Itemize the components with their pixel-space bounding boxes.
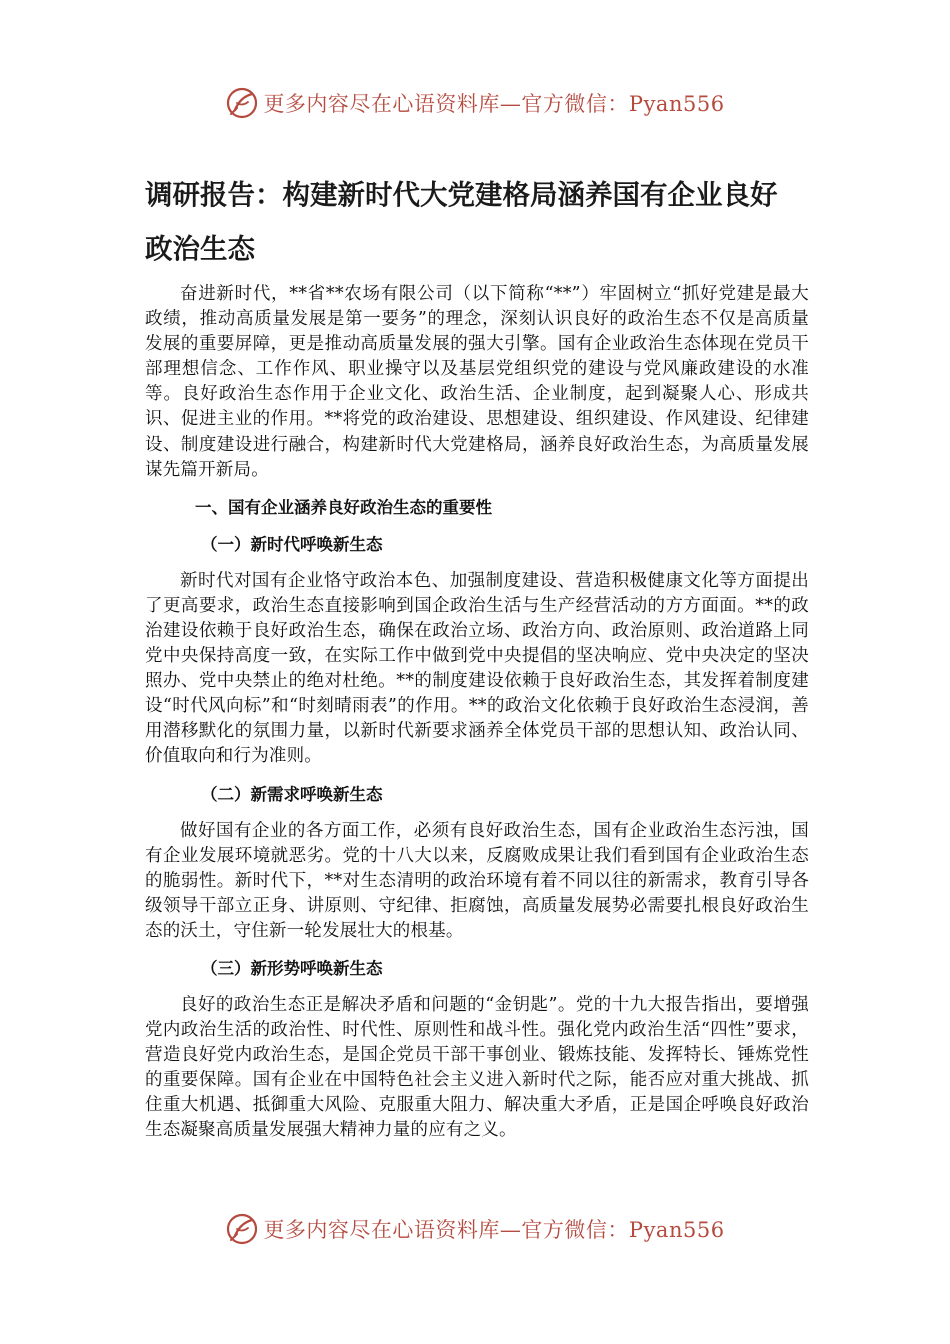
subsection-3-heading: （三）新形势呼唤新生态	[201, 958, 383, 978]
subsection-2-body: 做好国有企业的各方面工作，必须有良好政治生态，国有企业政治生态污浊，国有企业发展环境就恶劣。党的十八大以来，反腐败成果让我们看到国有企业政治生态的脆弱性。新时代下，**对生态清明的政治环境有着不同以往的新需求，教育引导各级领导干部立正身、讲原则、守纪律、拒腐蚀，高质量发展势必需要扎根良好政治生态的沃土，守住新一轮发展壮大的根基。	[145, 820, 809, 941]
document-body	[145, 282, 809, 1144]
header-watermark-text: 更多内容尽在心语资料库—官方微信：Pyan556	[263, 92, 725, 116]
header-watermark-banner	[0, 83, 950, 123]
footer-watermark-text: 更多内容尽在心语资料库—官方微信：Pyan556	[263, 1218, 725, 1242]
title-line-2: 政治生态	[145, 233, 255, 265]
title-line-1: 调研报告：构建新时代大党建格局涵养国有企业良好	[145, 179, 778, 211]
brand-logo-icon	[225, 86, 259, 120]
brand-logo-icon	[225, 1212, 259, 1246]
document-title	[145, 168, 825, 276]
intro-paragraph: 奋进新时代，**省**农场有限公司（以下简称“**”）牢固树立“抓好党建是最大政绩，推动高质量发展是第一要务”的理念，深刻认识良好的政治生态不仅是高质量发展的重要屏障，更是推动高质量发展的强大引擎。国有企业政治生态体现在党员干部理想信念、工作作风、职业操守以及基层党组织党的建设与党风廉政建设的水准等。良好政治生态作用于企业文化、政治生活、企业制度，起到凝聚人心、形成共识、促进主业的作用。**将党的政治建设、思想建设、组织建设、作风建设、纪律建设、制度建设进行融合，构建新时代大党建格局，涵养良好政治生态，为高质量发展谋先篇开新局。	[145, 284, 809, 480]
section-1-heading: 一、国有企业涵养良好政治生态的重要性	[195, 497, 492, 517]
subsection-1-heading: （一）新时代呼唤新生态	[201, 534, 383, 554]
footer-watermark-banner	[0, 1209, 950, 1249]
subsection-3-body: 良好的政治生态正是解决矛盾和问题的“金钥匙”。党的十九大报告指出，要增强党内政治生活的政治性、时代性、原则性和战斗性。强化党内政治生活“四性”要求，营造良好党内政治生态，是国企党员干部干事创业、锻炼技能、发挥特长、锤炼党性的重要保障。国有企业在中国特色社会主义进入新时代之际，能否应对重大挑战、抓住重大机遇、抵御重大风险、克服重大阻力、解决重大矛盾，正是国企呼唤良好政治生态凝聚高质量发展强大精神力量的应有之义。	[145, 994, 809, 1141]
subsection-2-heading: （二）新需求呼唤新生态	[201, 784, 383, 804]
subsection-1-body: 新时代对国有企业恪守政治本色、加强制度建设、营造积极健康文化等方面提出了更高要求，政治生态直接影响到国企政治生活与生产经营活动的方方面面。**的政治建设依赖于良好政治生态，确保在政治立场、政治方向、政治原则、政治道路上同党中央保持高度一致，在实际工作中做到党中央提倡的坚决响应、党中央决定的坚决照办、党中央禁止的绝对杜绝。**的制度建设依赖于良好政治生态，其发挥着制度建设“时代风向标”和“时刻晴雨表”的作用。**的政治文化依赖于良好政治生态浸润，善用潜移默化的氛围力量，以新时代新要求涵养全体党员干部的思想认知、政治认同、价值取向和行为准则。	[145, 570, 809, 767]
